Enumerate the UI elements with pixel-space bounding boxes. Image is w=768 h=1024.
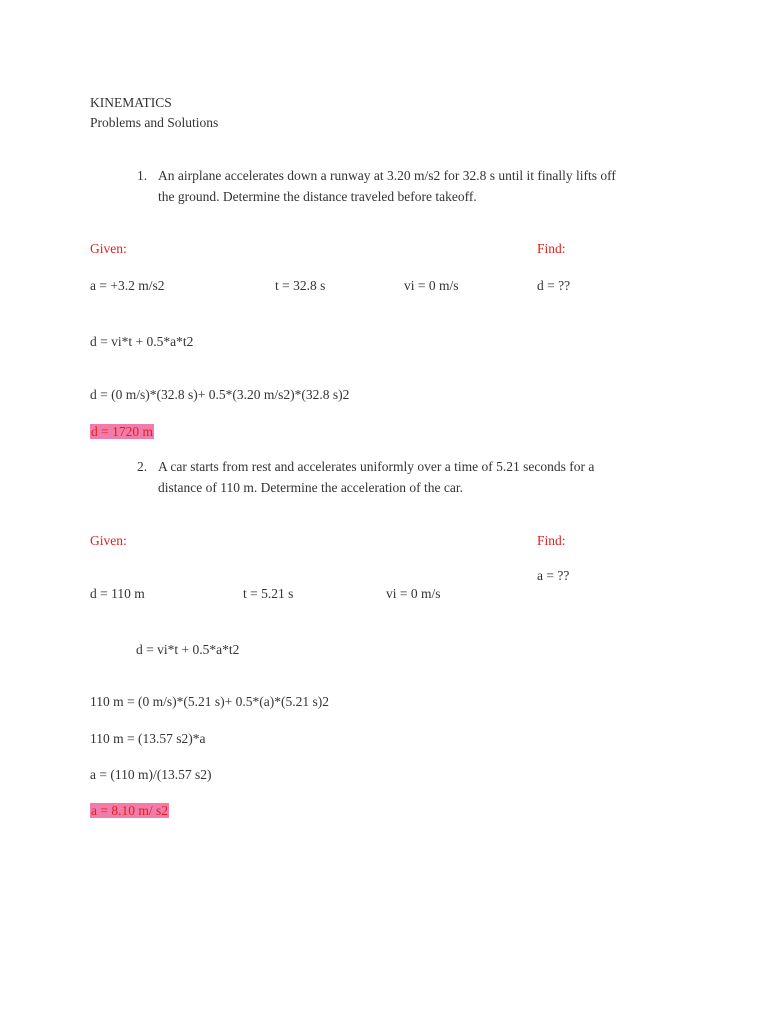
problem-2-step-1: 110 m = (0 m/s)*(5.21 s)+ 0.5*(a)*(5.21 s)2: [90, 694, 329, 709]
problem-2-find-label: Find:: [537, 533, 566, 548]
problem-1-given-time: t = 32.8 s: [275, 278, 326, 293]
problem-2-given-time: t = 5.21 s: [243, 586, 294, 601]
problem-2-given-label: Given:: [90, 533, 127, 548]
problem-2-given-initial-velocity: vi = 0 m/s: [386, 586, 441, 601]
problem-1-given-initial-velocity: vi = 0 m/s: [404, 278, 459, 293]
document-title: KINEMATICS: [90, 95, 172, 110]
problem-2-find-acceleration: a = ??: [537, 568, 570, 583]
problem-1-text-line-2: the ground. Determine the distance traveled before takeoff.: [158, 189, 477, 204]
problem-1-find-label: Find:: [537, 241, 566, 256]
problem-1-substitution: d = (0 m/s)*(32.8 s)+ 0.5*(3.20 m/s2)*(32.8 s)2: [90, 387, 350, 402]
document-subtitle: Problems and Solutions: [90, 115, 219, 130]
problem-2-answer-highlight: a = 8.10 m/ s2: [91, 803, 168, 818]
problem-2-text-line-2: distance of 110 m. Determine the acceleration of the car.: [158, 480, 463, 495]
problem-2-step-2: 110 m = (13.57 s2)*a: [90, 731, 206, 746]
problem-2-given-distance: d = 110 m: [90, 586, 145, 601]
problem-2-number: 2.: [137, 459, 148, 474]
problem-1-find-distance: d = ??: [537, 278, 571, 293]
problem-2-answer: [90, 802, 169, 819]
problem-2-formula: d = vi*t + 0.5*a*t2: [136, 642, 240, 657]
problem-1-text-line-1: An airplane accelerates down a runway at 3.20 m/s2 for 32.8 s until it finally lifts off: [158, 168, 616, 183]
problem-1-given-label: Given:: [90, 241, 127, 256]
problem-1-answer: [90, 423, 154, 440]
problem-1-given-acceleration: a = +3.2 m/s2: [90, 278, 165, 293]
problem-1-number: 1.: [137, 168, 148, 183]
problem-1-answer-highlight: d = 1720 m: [91, 424, 153, 439]
problem-2-text-line-1: A car starts from rest and accelerates uniformly over a time of 5.21 seconds for a: [158, 459, 595, 474]
problem-1-formula: d = vi*t + 0.5*a*t2: [90, 334, 194, 349]
problem-2-step-3: a = (110 m)/(13.57 s2): [90, 767, 212, 782]
